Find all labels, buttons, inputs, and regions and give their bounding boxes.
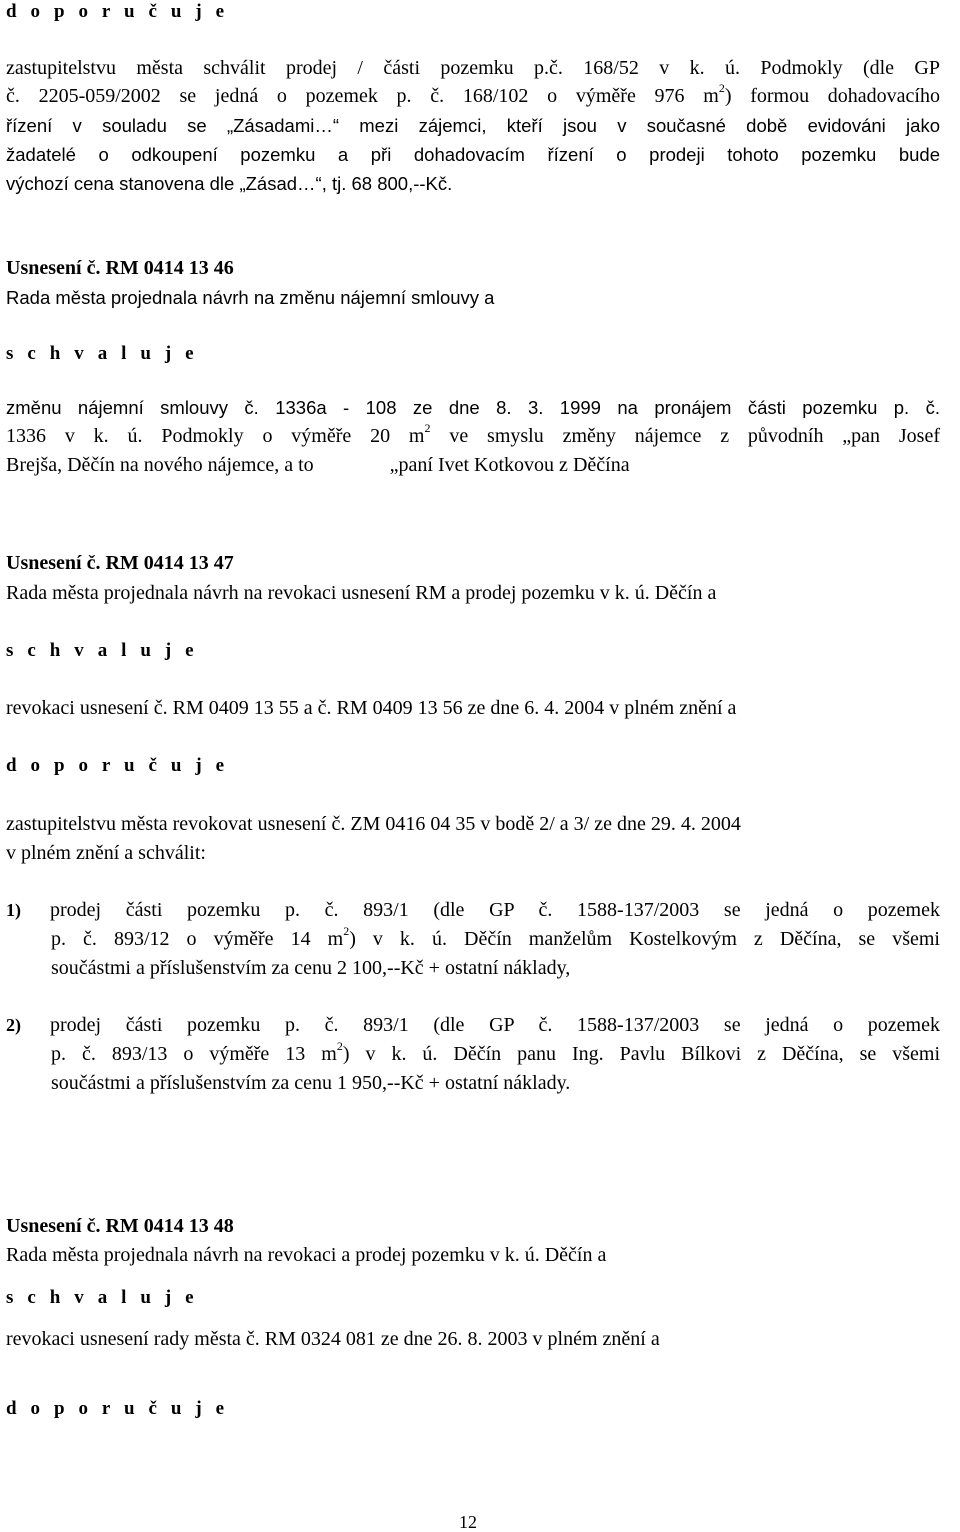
text-line: zastupitelstvu města schválit prodej / části pozemku p.č. 168/52 v k. ú. Podmokly (dle GP [6, 57, 940, 79]
text-line: součástmi a příslušenstvím za cenu 2 100,--Kč + ostatní náklady, [51, 957, 571, 979]
text-line: revokaci usnesení č. RM 0409 13 55 a č. RM 0409 13 56 ze dne 6. 4. 2004 v plném znění a [6, 697, 737, 719]
text-line: 1336 v k. ú. Podmokly o výměře 20 $m^2$ ve smyslu změny nájemce z původníh „pan Josef [6, 421, 941, 447]
text-line: p. č. 893/12 o výměře 14 $m^2$) v k. ú. Děčín manželům Kostelkovým z Děčína, se všemi [51, 924, 940, 950]
resolution-title: Usnesení č. RM 0414 13 48 [6, 1215, 234, 1237]
list-item-2: 2) prodej části pozemku p. č. 893/1 (dle GP č. 1588-137/2003 se jedná o pozemek [6, 1014, 940, 1036]
resolution-intro: Rada města projednala návrh na revokaci a prodej pozemku v k. ú. Děčín a [6, 1244, 607, 1266]
schvaluje-heading: s c h v a l u j e [6, 640, 199, 661]
text-line: součástmi a příslušenstvím za cenu 1 950,--Kč + ostatní náklady. [51, 1072, 571, 1094]
page-number: 12 [459, 1512, 477, 1532]
text-line: zastupitelstvu města revokovat usnesení č. ZM 0416 04 35 v bodě 2/ a 3/ ze dne 29. 4. 2004 [6, 813, 741, 835]
text-line: Brejša, Děčín na nového nájemce, a to „paní Ivet Kotkovou z Děčína [6, 454, 630, 476]
schvaluje-heading: s c h v a l u j e [6, 1287, 199, 1308]
text-line: č. 2205-059/2002 se jedná o pozemek p. č. 168/102 o výměře 976 $m^2$) formou dohadovacího [6, 81, 940, 107]
schvaluje-heading: s c h v a l u j e [6, 343, 199, 364]
doporucuje-heading: d o p o r u č u j e [6, 1398, 229, 1419]
list-item-1: 1) prodej části pozemku p. č. 893/1 (dle GP č. 1588-137/2003 se jedná o pozemek [6, 899, 940, 921]
resolution-title: Usnesení č. RM 0414 13 47 [6, 552, 234, 574]
text-line: revokaci usnesení rady města č. RM 0324 081 ze dne 26. 8. 2003 v plném znění a [6, 1328, 660, 1350]
text-line: v plném znění a schválit: [6, 842, 206, 864]
text-line: změnu nájemní smlouvy č. 1336a - 108 ze dne 8. 3. 1999 na pronájem části pozemku p. č. [6, 397, 940, 418]
text-line: žadatelé o odkoupení pozemku a při dohadovacím řízení o prodeji tohoto pozemku bude [6, 144, 940, 165]
resolution-intro: Rada města projednala návrh na změnu nájemní smlouvy a [6, 287, 495, 308]
doporucuje-heading: d o p o r u č u j e [6, 1, 229, 22]
resolution-title: Usnesení č. RM 0414 13 46 [6, 257, 234, 279]
doporucuje-heading: d o p o r u č u j e [6, 755, 229, 776]
resolution-intro: Rada města projednala návrh na revokaci usnesení RM a prodej pozemku v k. ú. Děčín a [6, 582, 717, 604]
text-line: p. č. 893/13 o výměře 13 $m^2$) v k. ú. Děčín panu Ing. Pavlu Bílkovi z Děčína, se všemi [51, 1039, 940, 1065]
text-line: výchozí cena stanovena dle „Zásad…“, tj. 68 800,--Kč. [6, 173, 453, 194]
text-line: řízení v souladu se „Zásadami…“ mezi zájemci, kteří jsou v současné době evidováni jako [6, 115, 940, 136]
